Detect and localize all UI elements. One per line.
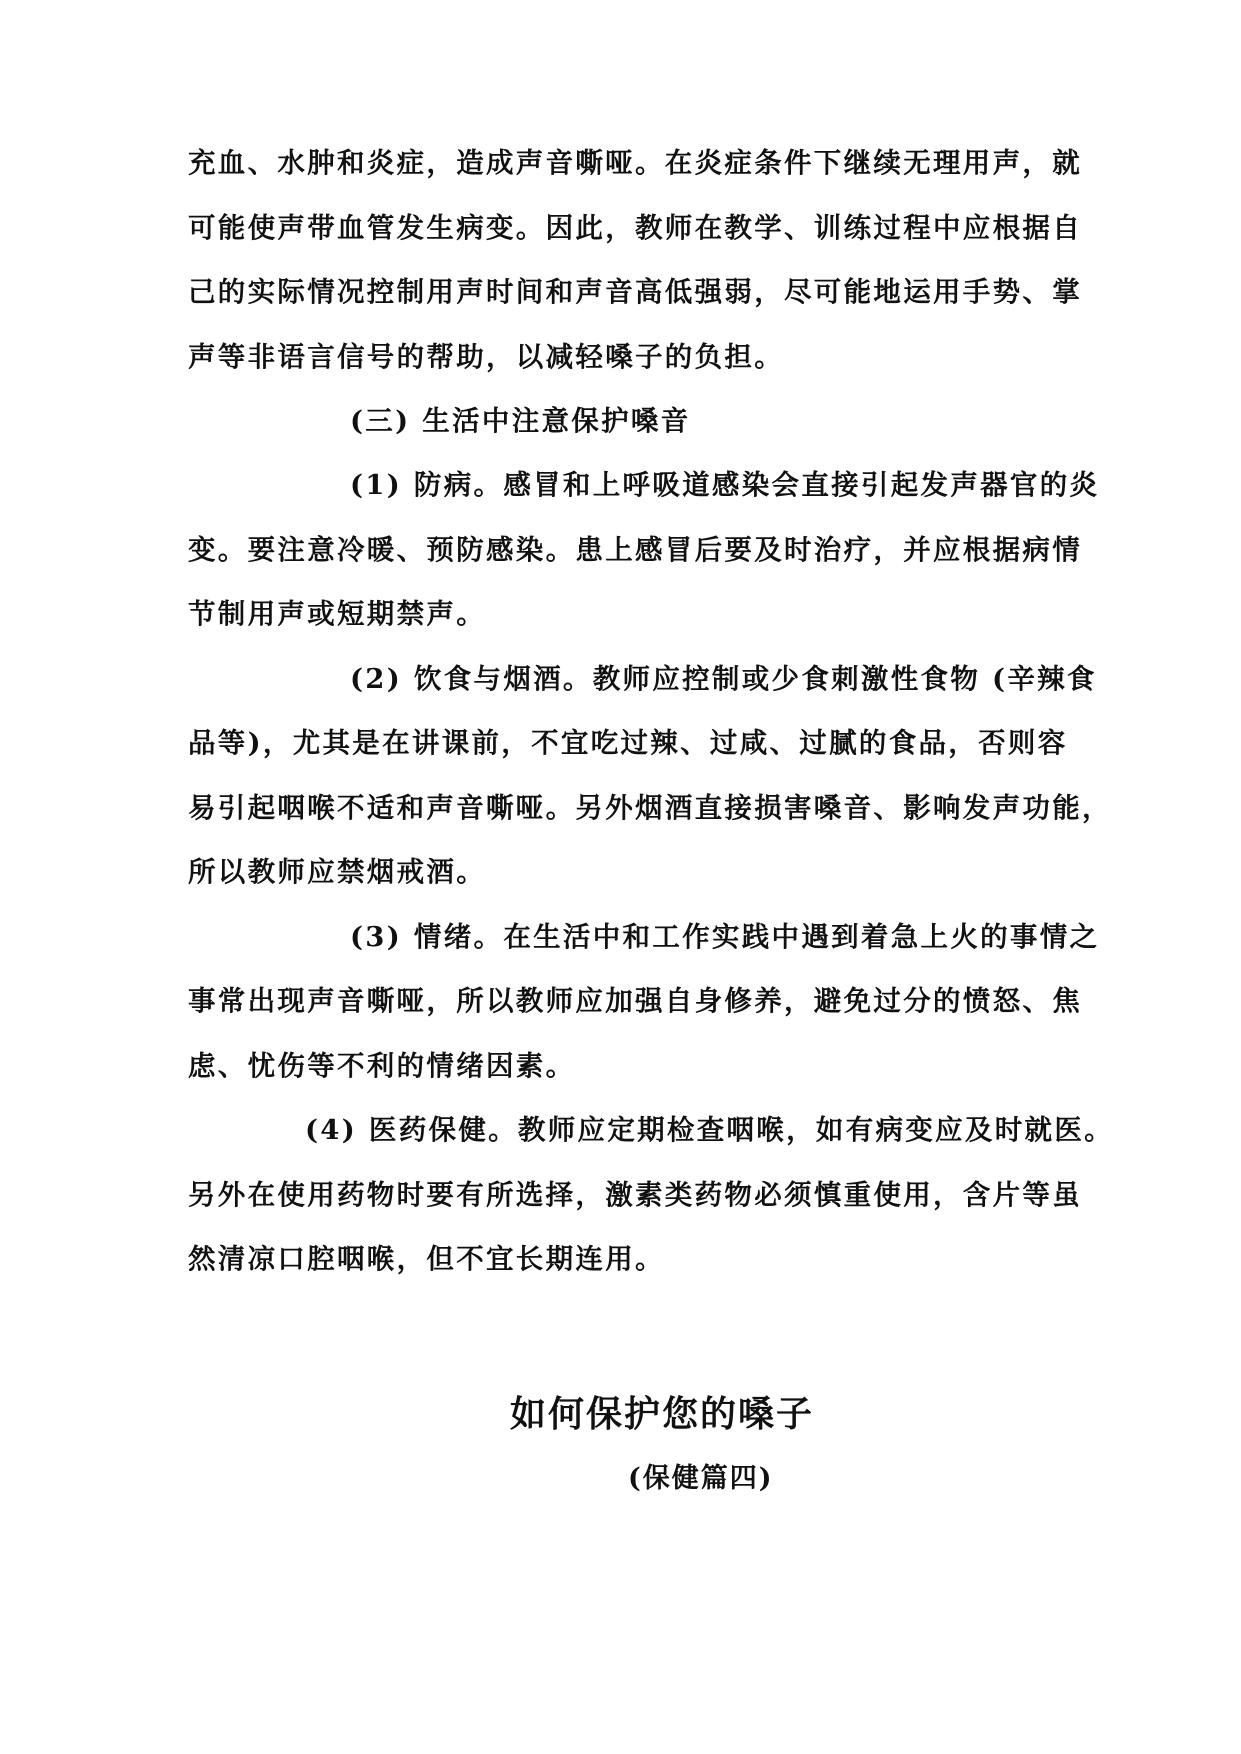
article-heading: 如何保护您的嗓子 bbox=[510, 1393, 815, 1435]
item-3-line-3: 虑、忧伤等不利的情绪因素。 bbox=[188, 1050, 576, 1082]
item-1-line-3: 节制用声或短期禁声。 bbox=[188, 598, 486, 630]
item-3-line-1: (3) 情绪。在生活中和工作实践中遇到着急上火的事情之 bbox=[350, 921, 1100, 953]
item-2-line-2: 品等)，尤其是在讲课前，不宜吃过辣、过咸、过腻的食品，否则容 bbox=[188, 727, 1068, 759]
item-1-line-2: 变。要注意冷暖、预防感染。患上感冒后要及时治疗，并应根据病情 bbox=[188, 534, 1082, 566]
item-4-line-2: 另外在使用药物时要有所选择，激素类药物必须慎重使用，含片等虽 bbox=[188, 1179, 1082, 1211]
item-2-line-3: 易引起咽喉不适和声音嘶哑。另外烟酒直接损害嗓音、影响发声功能， bbox=[188, 792, 1112, 824]
section-title: (三) 生活中注意保护嗓音 bbox=[350, 405, 691, 437]
item-1-line-1: (1) 防病。感冒和上呼吸道感染会直接引起发声器官的炎 bbox=[350, 469, 1100, 501]
item-4-line-3: 然清凉口腔咽喉，但不宜长期连用。 bbox=[188, 1243, 665, 1275]
item-4-line-1: (4) 医药保健。教师应定期检查咽喉，如有病变应及时就医。 bbox=[305, 1114, 1114, 1146]
paragraph-line-2: 可能使声带血管发生病变。因此，教师在教学、训练过程中应根据自 bbox=[188, 212, 1082, 244]
item-2-line-1: (2) 饮食与烟酒。教师应控制或少食刺激性食物 (辛辣食 bbox=[350, 663, 1097, 695]
paragraph-line-4: 声等非语言信号的帮助，以减轻嗓子的负担。 bbox=[188, 341, 784, 373]
paragraph-line-1: 充血、水肿和炎症，造成声音嘶哑。在炎症条件下继续无理用声，就 bbox=[188, 147, 1082, 179]
item-2-line-4: 所以教师应禁烟戒酒。 bbox=[188, 856, 486, 888]
item-3-line-2: 事常出现声音嘶哑，所以教师应加强自身修养，避免过分的愤怒、焦 bbox=[188, 985, 1082, 1017]
paragraph-line-3: 己的实际情况控制用声时间和声音高低强弱，尽可能地运用手势、掌 bbox=[188, 276, 1082, 308]
article-subheading: (保健篇四) bbox=[628, 1463, 774, 1494]
